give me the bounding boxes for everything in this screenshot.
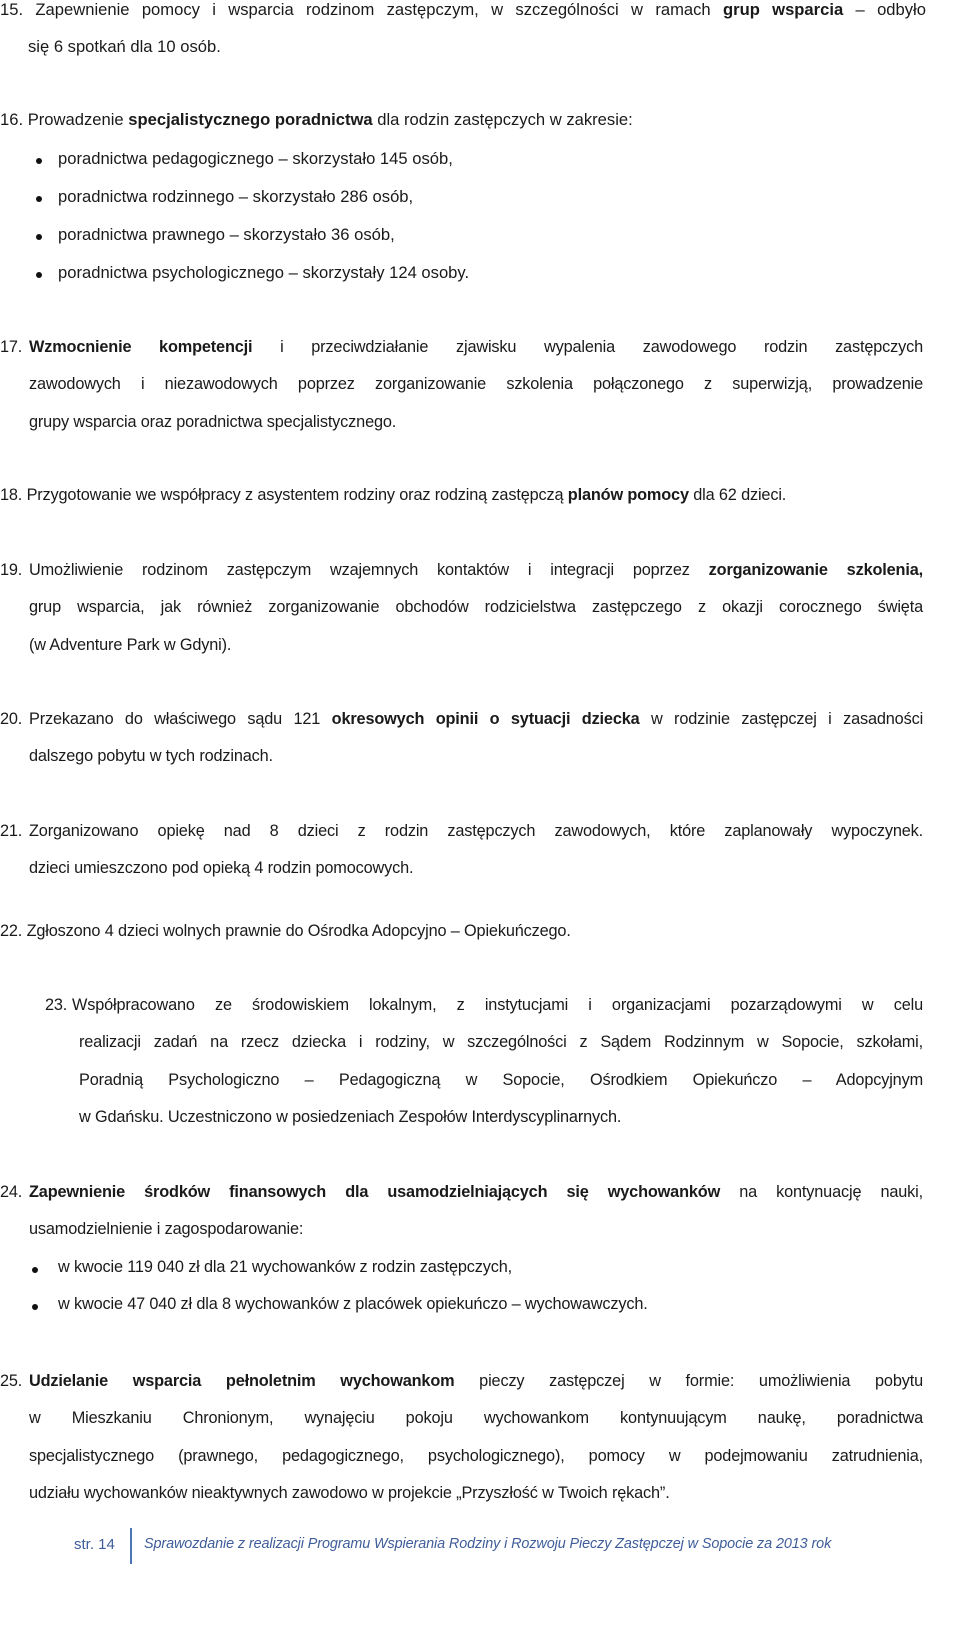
- bullet-item: w kwocie 119 040 zł dla 21 wychowanków z rodzin zastępczych,: [58, 1258, 513, 1276]
- item-20-line-2: dalszego pobytu w tych rodzinach.: [29, 747, 273, 765]
- item-25-line-3: specjalistycznego (prawnego, pedagogicznego, psychologicznego), pomocy w podejmowaniu zatrudnienia,: [29, 1447, 923, 1465]
- item-25-line-2: w Mieszkaniu Chronionym, wynajęciu pokoju wychowankom kontynuującym naukę, poradnictwa: [29, 1409, 923, 1427]
- footer-title: Sprawozdanie z realizacji Programu Wspierania Rodziny i Rozwoju Pieczy Zastępczej w Sopocie za 2013 rok: [144, 1536, 832, 1552]
- item-17-line-2: zawodowych i niezawodowych poprzez zorganizowanie szkolenia połączonego z superwizją, prowadzenie: [29, 375, 923, 393]
- item-number: 15.: [0, 0, 24, 19]
- bullet-icon: [36, 196, 42, 202]
- item-number: 20.: [0, 710, 23, 728]
- bullet-icon: [32, 1267, 38, 1273]
- item-number: 25.: [0, 1372, 23, 1390]
- item-19-line-1: Umożliwienie rodzinom zastępczym wzajemnych kontaktów i integracji poprzez zorganizowanie szkolenia,: [29, 561, 924, 579]
- item-23-line-3: Poradnią Psychologiczno – Pedagogiczną w Sopocie, Ośrodkiem Opiekuńczo – Adopcyjnym: [79, 1071, 923, 1089]
- item-22-line-1: 22. Zgłoszono 4 dzieci wolnych prawnie do Ośrodka Adopcyjno – Opiekuńczego.: [0, 922, 571, 940]
- item-23-line-1: Współpracowano ze środowiskiem lokalnym, z instytucjami i organizacjami pozarządowymi w celu: [72, 996, 923, 1014]
- item-19-line-3: (w Adventure Park w Gdyni).: [29, 636, 232, 654]
- item-number: 16.: [0, 110, 24, 129]
- bullet-icon: [36, 272, 42, 278]
- item-number: 19.: [0, 561, 23, 579]
- item-15-line-2: się 6 spotkań dla 10 osób.: [28, 37, 221, 56]
- page-footer: [0, 1528, 960, 1564]
- item-17-line-3: grupy wsparcia oraz poradnictwa specjalistycznego.: [29, 413, 397, 431]
- item-15-line-1: 15. Zapewnienie pomocy i wsparcia rodzinom zastępczym, w szczególności w ramach grup wsparcia – odbyło: [0, 0, 926, 19]
- bullet-item: poradnictwa prawnego – skorzystało 36 osób,: [58, 225, 395, 244]
- bullet-item: poradnictwa rodzinnego – skorzystało 286 osób,: [58, 187, 414, 206]
- bullet-item: poradnictwa psychologicznego – skorzystały 124 osoby.: [58, 263, 470, 282]
- bullet-item: poradnictwa pedagogicznego – skorzystało 145 osób,: [58, 149, 453, 168]
- item-19-line-2: grup wsparcia, jak również zorganizowanie obchodów rodzicielstwa zastępczego z okazji corocznego święta: [29, 598, 923, 616]
- item-number: 17.: [0, 338, 23, 356]
- bullet-icon: [36, 158, 42, 164]
- item-21-line-1: Zorganizowano opiekę nad 8 dzieci z rodzin zastępczych zawodowych, które zaplanowały wypoczynek.: [29, 822, 923, 840]
- item-24-line-2: usamodzielnienie i zagospodarowanie:: [29, 1220, 304, 1238]
- footer-divider: [130, 1528, 132, 1564]
- item-number: 22.: [0, 922, 23, 940]
- item-16-line-1: 16. Prowadzenie specjalistycznego poradnictwa dla rodzin zastępczych w zakresie:: [0, 110, 633, 129]
- item-number: 18.: [0, 486, 23, 504]
- item-17-line-1: Wzmocnienie kompetencji i przeciwdziałanie zjawisku wypalenia zawodowego rodzin zastępczych: [29, 338, 924, 356]
- item-21-line-2: dzieci umieszczono pod opieką 4 rodzin pomocowych.: [29, 859, 414, 877]
- item-20-line-1: Przekazano do właściwego sądu 121 okresowych opinii o sytuacji dziecka w rodzinie zastępczej i zasadności: [29, 710, 924, 728]
- item-18-line-1: 18. Przygotowanie we współpracy z asystentem rodziny oraz rodziną zastępczą planów pomocy dla 62 dzieci.: [0, 486, 787, 504]
- bullet-icon: [32, 1304, 38, 1310]
- item-number: 23.: [45, 996, 68, 1014]
- item-24-line-1: Zapewnienie środków finansowych dla usamodzielniających się wychowanków na kontynuację nauki,: [29, 1183, 923, 1201]
- item-23-line-4: w Gdańsku. Uczestniczono w posiedzeniach Zespołów Interdyscyplinarnych.: [79, 1108, 622, 1126]
- item-25-line-1: Udzielanie wsparcia pełnoletnim wychowankom pieczy zastępczej w formie: umożliwienia pobytu: [29, 1372, 924, 1390]
- page-number: str. 14: [74, 1536, 115, 1553]
- bullet-item: w kwocie 47 040 zł dla 8 wychowanków z placówek opiekuńczo – wychowawczych.: [58, 1295, 648, 1313]
- item-number: 24.: [0, 1183, 23, 1201]
- item-25-line-4: udziału wychowanków nieaktywnych zawodowo w projekcie „Przyszłość w Twoich rękach”.: [29, 1484, 670, 1502]
- item-number: 21.: [0, 822, 23, 840]
- bullet-icon: [36, 234, 42, 240]
- item-23-line-2: realizacji zadań na rzecz dziecka i rodziny, w szczególności z Sądem Rodzinnym w Sopocie, szkołami,: [79, 1033, 923, 1051]
